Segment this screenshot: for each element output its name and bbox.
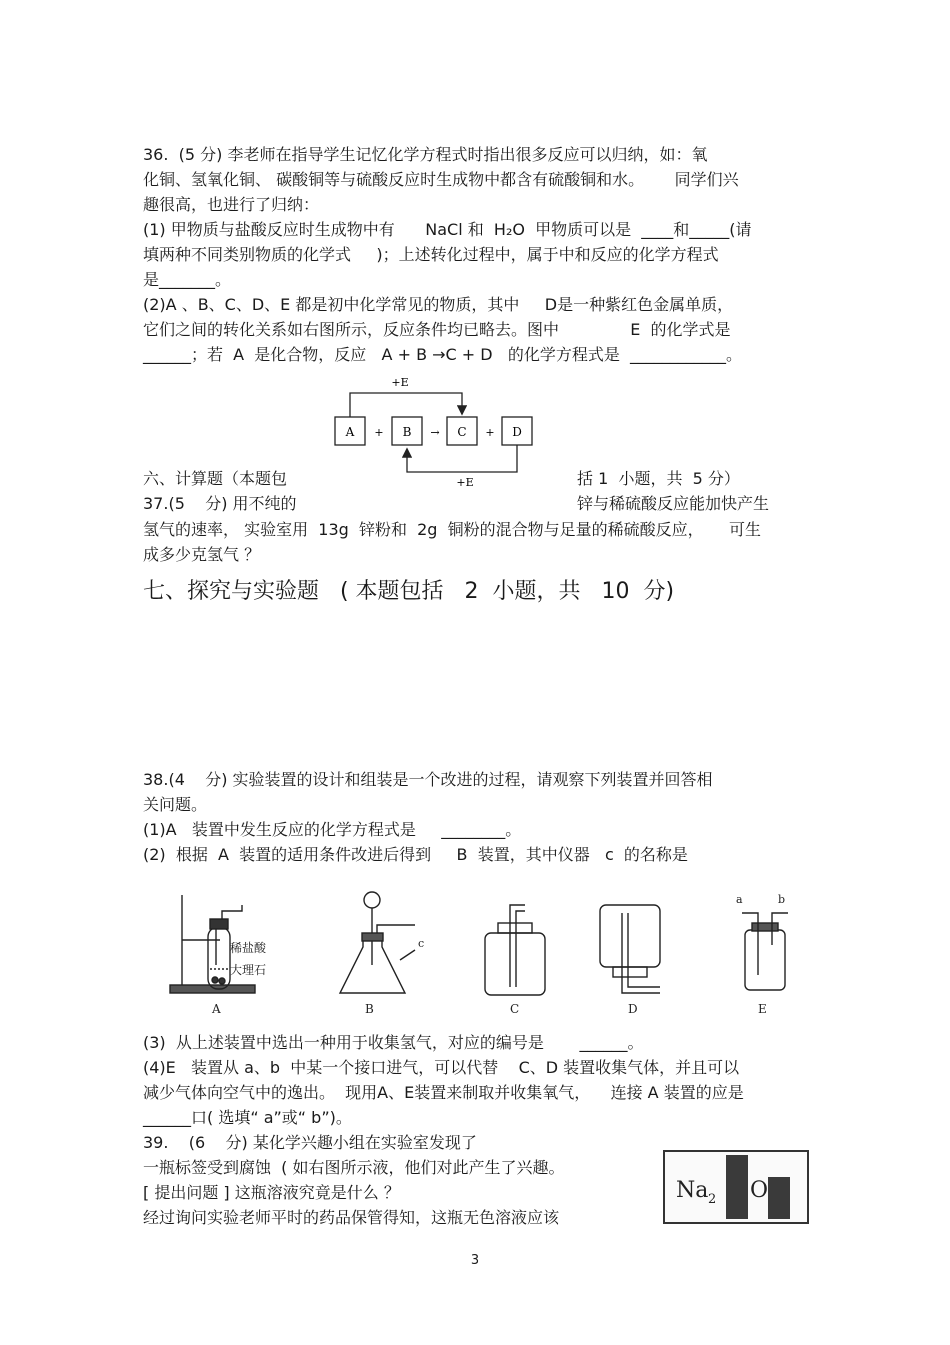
bottom-arrow	[407, 445, 517, 472]
section7-heading: 七、探究与实验题 ( 本题包括 2 小题，共 10 分)	[143, 579, 675, 604]
q39-line-4: 经过询问实验老师平时的药品保管得知，这瓶无色溶液应该	[143, 1208, 560, 1227]
q36-line-5: 填两种不同类别物质的化学式 )；上述转化过程中，属于中和反应的化学方程式	[143, 245, 719, 264]
q36-line-8: 它们之间的转化关系如右图所示，反应条件均已略去。图中 E 的化学式是	[143, 320, 731, 339]
diagram-top-label: +E	[391, 376, 409, 389]
q36-line-2: 化铜、氢氧化铜、 碳酸铜等与硫酸反应时生成物中都含有硫酸铜和水。 同学们兴	[143, 170, 739, 189]
q37-line-3: 成多少克氢气 ？	[143, 545, 261, 564]
label-a: a	[736, 893, 743, 906]
q38-line-5: (3) 从上述装置中选出一种用于收集氢气，对应的编号是 ______。	[143, 1033, 644, 1052]
apparatus-figure	[160, 885, 800, 1020]
q36-line-4: (1) 甲物质与盐酸反应时生成物中有 NaCl 和 H₂O 甲物质可以是 ____和_____(请	[143, 220, 752, 239]
plus-2: +	[485, 426, 495, 439]
reagent-label-image	[662, 1147, 810, 1227]
caption-d: D	[628, 1002, 638, 1016]
label-sub2: 2	[708, 1192, 717, 1207]
arrow-1: →	[430, 426, 440, 439]
apparatus-c	[485, 905, 545, 995]
q38-line-2: 关问题。	[143, 795, 208, 814]
q36-line-6: 是_______。	[143, 270, 232, 289]
q39-line-1: 39. (6 分) 某化学兴趣小组在实验室发现了	[143, 1133, 477, 1152]
label-na: Na	[676, 1178, 709, 1203]
label-c: c	[418, 937, 425, 950]
q36-line-9: ______；若 A 是化合物，反应 A + B →C + D 的化学方程式是 ____________。	[143, 345, 743, 364]
q39-line-2: 一瓶标签受到腐蚀 ( 如右图所示液，他们对此产生了兴趣。	[143, 1158, 565, 1177]
q38-line-3: (1)A 装置中发生反应的化学方程式是 ________。	[143, 820, 522, 839]
apparatus-b	[340, 892, 415, 993]
section6-heading-b: 括 1 小题，共 5 分）	[577, 469, 740, 488]
label-acid: 稀盐酸	[230, 941, 267, 955]
plus-1: +	[374, 426, 384, 439]
caption-e: E	[758, 1002, 767, 1016]
q37-line-1b: 锌与稀硫酸反应能加快产生	[577, 494, 770, 513]
box-b-label: B	[402, 425, 412, 439]
label-b: b	[778, 893, 786, 906]
top-arrow	[350, 393, 462, 417]
q36-line-1: 36. (5 分) 李老师在指导学生记忆化学方程式时指出很多反应可以归纳，如：氧	[143, 145, 708, 164]
label-marble: 大理石	[230, 963, 267, 977]
q37-line-2: 氢气的速率， 实验室用 13g 锌粉和 2g 铜粉的混合物与足量的稀硫酸反应， 可生	[143, 520, 762, 539]
label-o: O	[750, 1178, 769, 1203]
box-d-label: D	[512, 425, 522, 439]
box-c-label: C	[457, 425, 467, 439]
caption-c: C	[510, 1002, 520, 1016]
q36-line-7: (2)A 、B、C、D、E 都是初中化学常见的物质，其中 D是一种紫红色金属单质，	[143, 295, 734, 314]
q38-line-1: 38.(4 分) 实验装置的设计和组装是一个改进的过程，请观察下列装置并回答相	[143, 770, 713, 789]
q38-line-4: (2) 根据 A 装置的适用条件改进后得到 B 装置，其中仪器 c 的名称是	[143, 845, 688, 864]
q39-line-3: [ 提出问题 ] 这瓶溶液究竟是什么 ？	[143, 1183, 400, 1202]
q38-line-8: ______口( 选填“ a”或“ b”)。	[143, 1108, 352, 1127]
apparatus-e	[742, 913, 788, 990]
q37-line-1a: 37.(5 分) 用不纯的	[143, 494, 297, 513]
diagram-bottom-label: +E	[456, 476, 474, 489]
reaction-diagram	[325, 375, 545, 490]
q36-line-3: 趣很高，也进行了归纳：	[143, 195, 320, 214]
apparatus-d	[600, 905, 660, 993]
q38-line-6: (4)E 装置从 a、b 中某一个接口进气，可以代替 C、D 装置收集气体，并且可以	[143, 1058, 740, 1077]
section6-heading-a: 六、计算题（本题包	[143, 469, 288, 488]
box-a-label: A	[345, 425, 355, 439]
q38-line-7: 减少气体向空气中的逸出。 现用A、E装置来制取并收集氧气， 连接 A 装置的应是	[143, 1083, 744, 1102]
page-number: 3	[470, 1253, 480, 1268]
caption-b: B	[365, 1002, 374, 1016]
caption-a: A	[212, 1002, 221, 1016]
